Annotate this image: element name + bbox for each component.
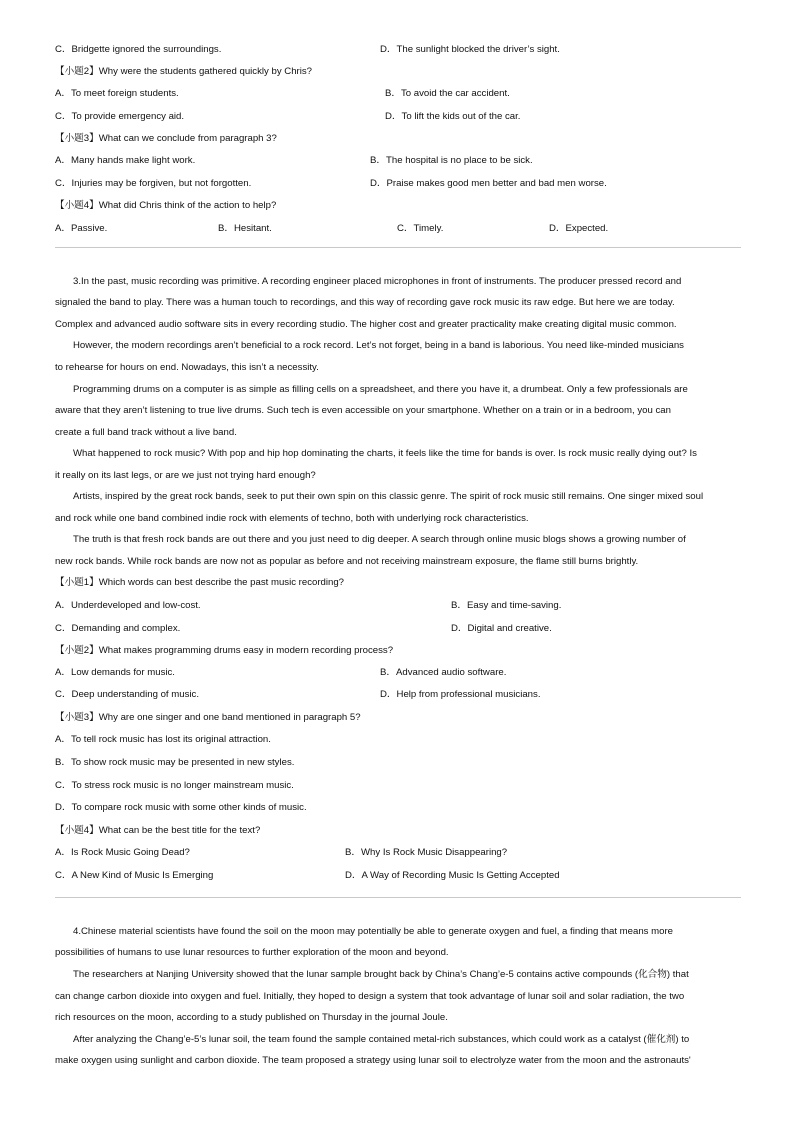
s3-q2-option-b[interactable]: B．Advanced audio software. [380,667,507,678]
s3-q1-stem: 【小题1】Which words can best describe the past music recording? [55,577,344,588]
s3-q1-option-c[interactable]: C．Demanding and complex. [55,623,181,634]
s3-q1-option-d[interactable]: D．Digital and creative. [451,623,552,634]
s1-q2-option-c[interactable]: C．To provide emergency aid. [55,111,185,122]
s3-passage-line: to rehearse for hours on end. Nowadays, this isn’t a necessity. [55,362,319,373]
s3-passage-line: aware that they aren’t listening to true live drums. Such tech is even accessible on your smartphone. Whether on a train or in a bedroom, you can [55,405,671,416]
s1-q4-option-b[interactable]: B．Hesitant. [218,223,272,234]
s1-q3-option-c[interactable]: C．Injuries may be forgiven, but not forgotten. [55,178,252,189]
s1-q4-option-a[interactable]: A．Passive. [55,223,108,234]
s1-q3-option-b[interactable]: B．The hospital is no place to be sick. [370,155,533,166]
s1-q3-option-a[interactable]: A．Many hands make light work. [55,155,196,166]
s1-q1-option-c[interactable]: C．Bridgette ignored the surroundings. [55,44,222,55]
s4-passage-line: After analyzing the Chang’e-5’s lunar soil, the team found the sample contained metal-rich substances, which could work as a catalyst (催化剂) to [73,1034,690,1045]
s3-passage-line: What happened to rock music? With pop and hip hop dominating the charts, it feels like the time for bands is over. Is rock music really dying out? Is [73,448,697,459]
s3-passage-line: Complex and advanced audio software sits in every recording studio. The higher cost and greater practicality make creating digital music common. [55,319,677,330]
s1-q2-stem: 【小题2】Why were the students gathered quickly by Chris? [55,66,313,77]
s3-q1-option-a[interactable]: A．Underdeveloped and low-cost. [55,600,201,611]
s3-q2-stem: 【小题2】What makes programming drums easy in modern recording process? [55,645,394,656]
s1-q2-option-a[interactable]: A．To meet foreign students. [55,88,179,99]
section-divider [55,897,741,898]
s3-q2-option-a[interactable]: A．Low demands for music. [55,667,175,678]
s3-q3-option-d[interactable]: D．To compare rock music with some other kinds of music. [55,802,307,813]
s3-q3-stem: 【小题3】Why are one singer and one band mentioned in paragraph 5? [55,712,361,723]
s1-q4-option-c[interactable]: C．Timely. [397,223,444,234]
s4-passage-line: The researchers at Nanjing University showed that the lunar sample brought back by China’s Chang’e-5 contains active compounds (化合物) that [73,969,689,980]
s3-passage-line: The truth is that fresh rock bands are out there and you just need to dig deeper. A search through online music blogs shows a growing number of [73,534,686,545]
s3-q3-option-c[interactable]: C．To stress rock music is no longer mainstream music. [55,780,294,791]
s4-passage-line: rich resources on the moon, according to a study published on Thursday in the journal Joule. [55,1012,448,1023]
s3-passage-line: 3.In the past, music recording was primitive. A recording engineer placed microphones in front of instruments. The producer pressed record and [73,276,682,287]
s3-q2-option-c[interactable]: C．Deep understanding of music. [55,689,199,700]
s1-q3-stem: 【小题3】What can we conclude from paragraph 3? [55,133,277,144]
s3-passage-line: new rock bands. While rock bands are now not as popular as before and not receiving mainstream exposure, the flame still burns brightly. [55,556,639,567]
s3-q4-option-a[interactable]: A．Is Rock Music Going Dead? [55,847,190,858]
s1-q1-option-d[interactable]: D．The sunlight blocked the driver’s sight. [380,44,560,55]
s1-q3-option-d[interactable]: D．Praise makes good men better and bad men worse. [370,178,607,189]
s3-q4-option-d[interactable]: D．A Way of Recording Music Is Getting Accepted [345,870,560,881]
s3-passage-line: it really on its last legs, or are we just not trying hard enough? [55,470,316,481]
s3-q4-stem: 【小题4】What can be the best title for the text? [55,825,261,836]
s3-passage-line: signaled the band to play. There was a human touch to recordings, and this way of recording gave rock music its raw edge. But here we are today. [55,297,675,308]
s3-passage-line: Programming drums on a computer is as simple as filling cells on a spreadsheet, and there you have it, a drumbeat. Only a few professionals are [73,384,688,395]
s3-q2-option-d[interactable]: D．Help from professional musicians. [380,689,541,700]
s3-q3-option-a[interactable]: A．To tell rock music has lost its original attraction. [55,734,271,745]
s1-q2-option-b[interactable]: B．To avoid the car accident. [385,88,510,99]
section-divider [55,247,741,248]
s3-q4-option-b[interactable]: B．Why Is Rock Music Disappearing? [345,847,508,858]
s3-passage-line: Artists, inspired by the great rock bands, seek to put their own spin on this classic genre. The spirit of rock music still remains. One singer mixed soul [73,491,704,502]
s4-passage-line: possibilities of humans to use lunar resources to further exploration of the moon and beyond. [55,947,449,958]
s1-q4-stem: 【小题4】What did Chris think of the action to help? [55,200,277,211]
s3-passage-line: create a full band track without a live band. [55,427,237,438]
s3-passage-line: and rock while one band combined indie rock with elements of techno, both with underlying rock characteristics. [55,513,529,524]
s3-passage-line: However, the modern recordings aren’t beneficial to a rock record. Let’s not forget, being in a band is laborious. You need like-minded musicians [73,340,684,351]
s1-q2-option-d[interactable]: D．To lift the kids out of the car. [385,111,521,122]
s4-passage-line: 4.Chinese material scientists have found the soil on the moon may potentially be able to generate oxygen and fuel, a finding that means more [73,926,673,937]
s4-passage-line: can change carbon dioxide into oxygen and fuel. Initially, they hoped to design a system that took advantage of lunar soil and solar radiation, the two [55,991,685,1002]
s1-q4-option-d[interactable]: D．Expected. [549,223,609,234]
s3-q4-option-c[interactable]: C．A New Kind of Music Is Emerging [55,870,214,881]
s3-q1-option-b[interactable]: B．Easy and time-saving. [451,600,562,611]
s4-passage-line: make oxygen using sunlight and carbon dioxide. The team proposed a strategy using lunar soil to electrolyze water from the moon and the astronauts' [55,1055,691,1066]
s3-q3-option-b[interactable]: B．To show rock music may be presented in new styles. [55,757,295,768]
